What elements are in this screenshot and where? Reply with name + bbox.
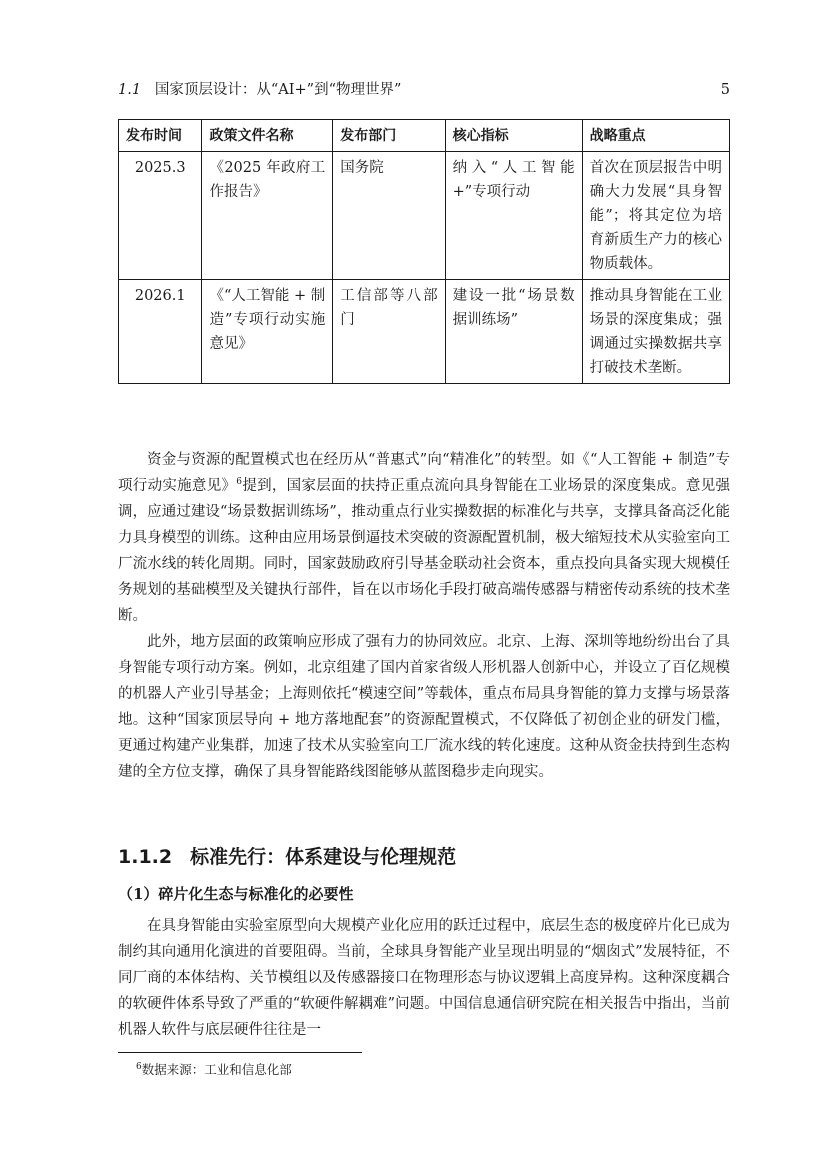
paragraph-funding-a: 资金与资源的配置模式也在经历从“普惠式”向“精准化”的转型。如《“人工智能 + 制造”专项行动实施意见》 (118, 452, 730, 494)
paragraph-local-policy: 此外，地方层面的政策响应形成了强有力的协同效应。北京、上海、深圳等地纷纷出台了具身智能专项行动方案。例如，北京组建了国内首家省级人形机器人创新中心，并设立了百亿规模的机器人产业引导基金；上海则依托“模速空间”等载体，重点布局具身智能的算力支撑与场景落地。这种“国家顶层导向 + 地方落地配套”的资源配置模式，不仅降低了初创企业的研发门槛，更通过构建产业集群，加速了技术从实验室向工厂流水线的转化速度。这种从资金扶持到生态构建的全方位支撑，确保了具身智能路线图能够从蓝图稳步走向现实。 (118, 634, 730, 780)
table-row (119, 280, 730, 384)
header-section-title: 国家顶层设计：从“AI+”到“物理世界” (154, 82, 402, 98)
footnote-rule (118, 1052, 362, 1053)
section-number: 1.1.2 (118, 846, 173, 868)
footnote-mark: 6 (136, 1061, 142, 1072)
cell-document: 《“人工智能 + 制造”专项行动实施意见》 (202, 280, 333, 384)
policy-table (118, 119, 730, 384)
cell-indicator: 建设一批“场景数据训练场” (445, 280, 582, 384)
paragraph-fragmentation: 在具身智能由实验室原型向大规模产业化应用的跃迁过程中，底层生态的极度碎片化已成为制约其向通用化演进的首要阻碍。当前，全球具身智能产业呈现出明显的“烟囱式”发展特征，不同厂商的本体结构、关节模组以及传感器接口在物理形态与协议逻辑上高度异构。这种深度耦合的软硬件体系导致了严重的“软硬件解耦难”问题。中国信息通信研究院在相关报告中指出，当前机器人软件与底层硬件往往是一 (118, 918, 730, 1038)
cell-date: 2026.1 (119, 280, 202, 384)
col-header-indicator: 核心指标 (445, 120, 582, 152)
section-heading (118, 842, 456, 869)
cell-date: 2025.3 (119, 152, 202, 280)
cell-document: 《2025 年政府工作报告》 (202, 152, 333, 280)
footnote-text: 数据来源：工业和信息化部 (141, 1062, 292, 1077)
table-header-row (119, 120, 730, 152)
table-row (119, 152, 730, 280)
col-header-department: 发布部门 (333, 120, 445, 152)
cell-department: 国务院 (333, 152, 445, 280)
paragraph-funding-b: 提到，国家层面的扶持正重点流向具身智能在工业场景的深度集成。意见强调，应通过建设“场景数据训练场”，推动重点行业实操数据的标准化与共享，支撑具备高泛化能力具身模型的训练。这种由应用场景倒逼技术突破的资源配置机制，极大缩短技术从实验室向工厂流水线的转化周期。同时，国家鼓励政府引导基金联动社会资本，重点投向具备实现大规模任务规划的基础模型及关键执行部件，旨在以市场化手段打破高端传感器与精密传动系统的技术垄断。 (118, 478, 730, 624)
cell-indicator: 纳入“人工智能+”专项行动 (445, 152, 582, 280)
paragraph-funding (118, 447, 730, 629)
footnote (136, 1060, 292, 1078)
cell-focus: 首次在顶层报告中明确大力发展“具身智能”；将其定位为培育新质生产力的核心物质载体。 (582, 152, 729, 280)
footnote-ref-mark: 6 (236, 477, 243, 488)
header-section-number: 1.1 (118, 82, 142, 98)
cell-focus: 推动具身智能在工业场景的深度集成；强调通过实操数据共享打破技术垄断。 (582, 280, 729, 384)
running-header (118, 78, 730, 100)
page-number: 5 (720, 82, 730, 98)
header-section (118, 78, 401, 99)
col-header-document: 政策文件名称 (202, 120, 333, 152)
col-header-date: 发布时间 (119, 120, 202, 152)
section-title: 标准先行：体系建设与伦理规范 (190, 846, 457, 868)
col-header-focus: 战略重点 (582, 120, 729, 152)
cell-department: 工信部等八部门 (333, 280, 445, 384)
subsection-heading: （1）碎片化生态与标准化的必要性 (118, 885, 354, 903)
